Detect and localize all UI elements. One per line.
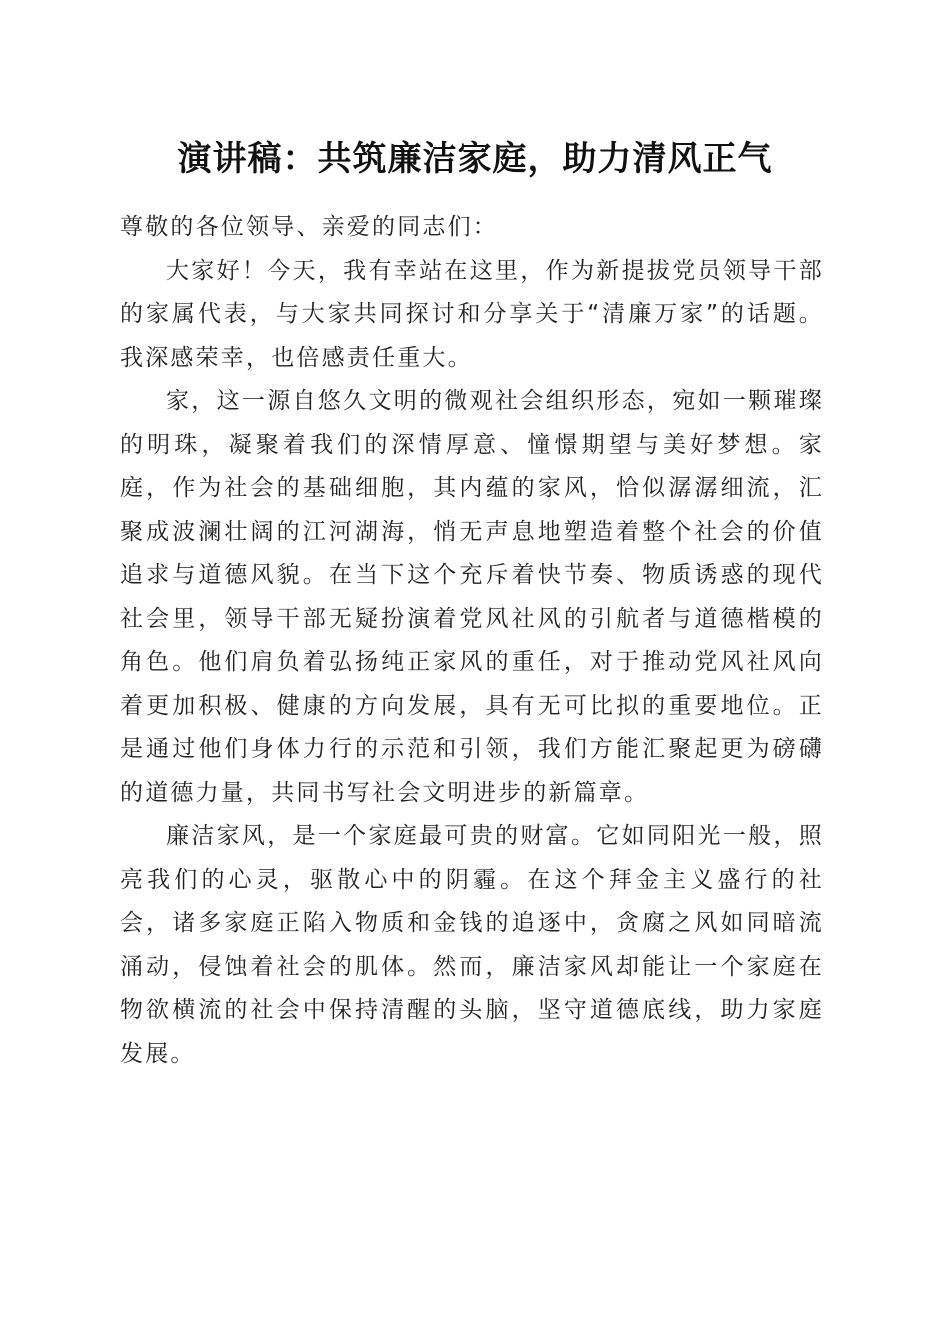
- paragraph-integrity: 廉洁家风，是一个家庭最可贵的财富。它如同阳光一般，照亮我们的心灵，驱散心中的阴霾。在这个拜金主义盛行的社会，诸多家庭正陷入物质和金钱的追逐中，贪腐之风如同暗流涌动，侵蚀着社会的肌体。然而，廉洁家风却能让一个家庭在物欲横流的社会中保持清醒的头脑，坚守道德底线，助力家庭发展。: [120, 823, 824, 1067]
- salutation: 尊敬的各位领导、亲爱的同志们：: [120, 214, 498, 240]
- document-body: [120, 206, 824, 1076]
- document-title: 演讲稿：共筑廉洁家庭，助力清风正气: [177, 139, 773, 179]
- paragraph-family: 家，这一源自悠久文明的微观社会组织形态，宛如一颗璀璨的明珠，凝聚着我们的深情厚意、憧憬期望与美好梦想。家庭，作为社会的基础细胞，其内蕴的家风，恰似潺潺细流，汇聚成波澜壮阔的江河湖海，悄无声息地塑造着整个社会的价值追求与道德风貌。在当下这个充斥着快节奏、物质诱惑的现代社会里，领导干部无疑扮演着党风社风的引航者与道德楷模的角色。他们肩负着弘扬纯正家风的重任，对于推动党风社风向着更加积极、健康的方向发展，具有无可比拟的重要地位。正是通过他们身体力行的示范和引领，我们方能汇聚起更为磅礴的道德力量，共同书写社会文明进步的新篇章。: [120, 388, 824, 806]
- paragraph-greeting: 大家好！今天，我有幸站在这里，作为新提拔党员领导干部的家属代表，与大家共同探讨和分享关于“清廉万家”的话题。我深感荣幸，也倍感责任重大。: [120, 257, 824, 371]
